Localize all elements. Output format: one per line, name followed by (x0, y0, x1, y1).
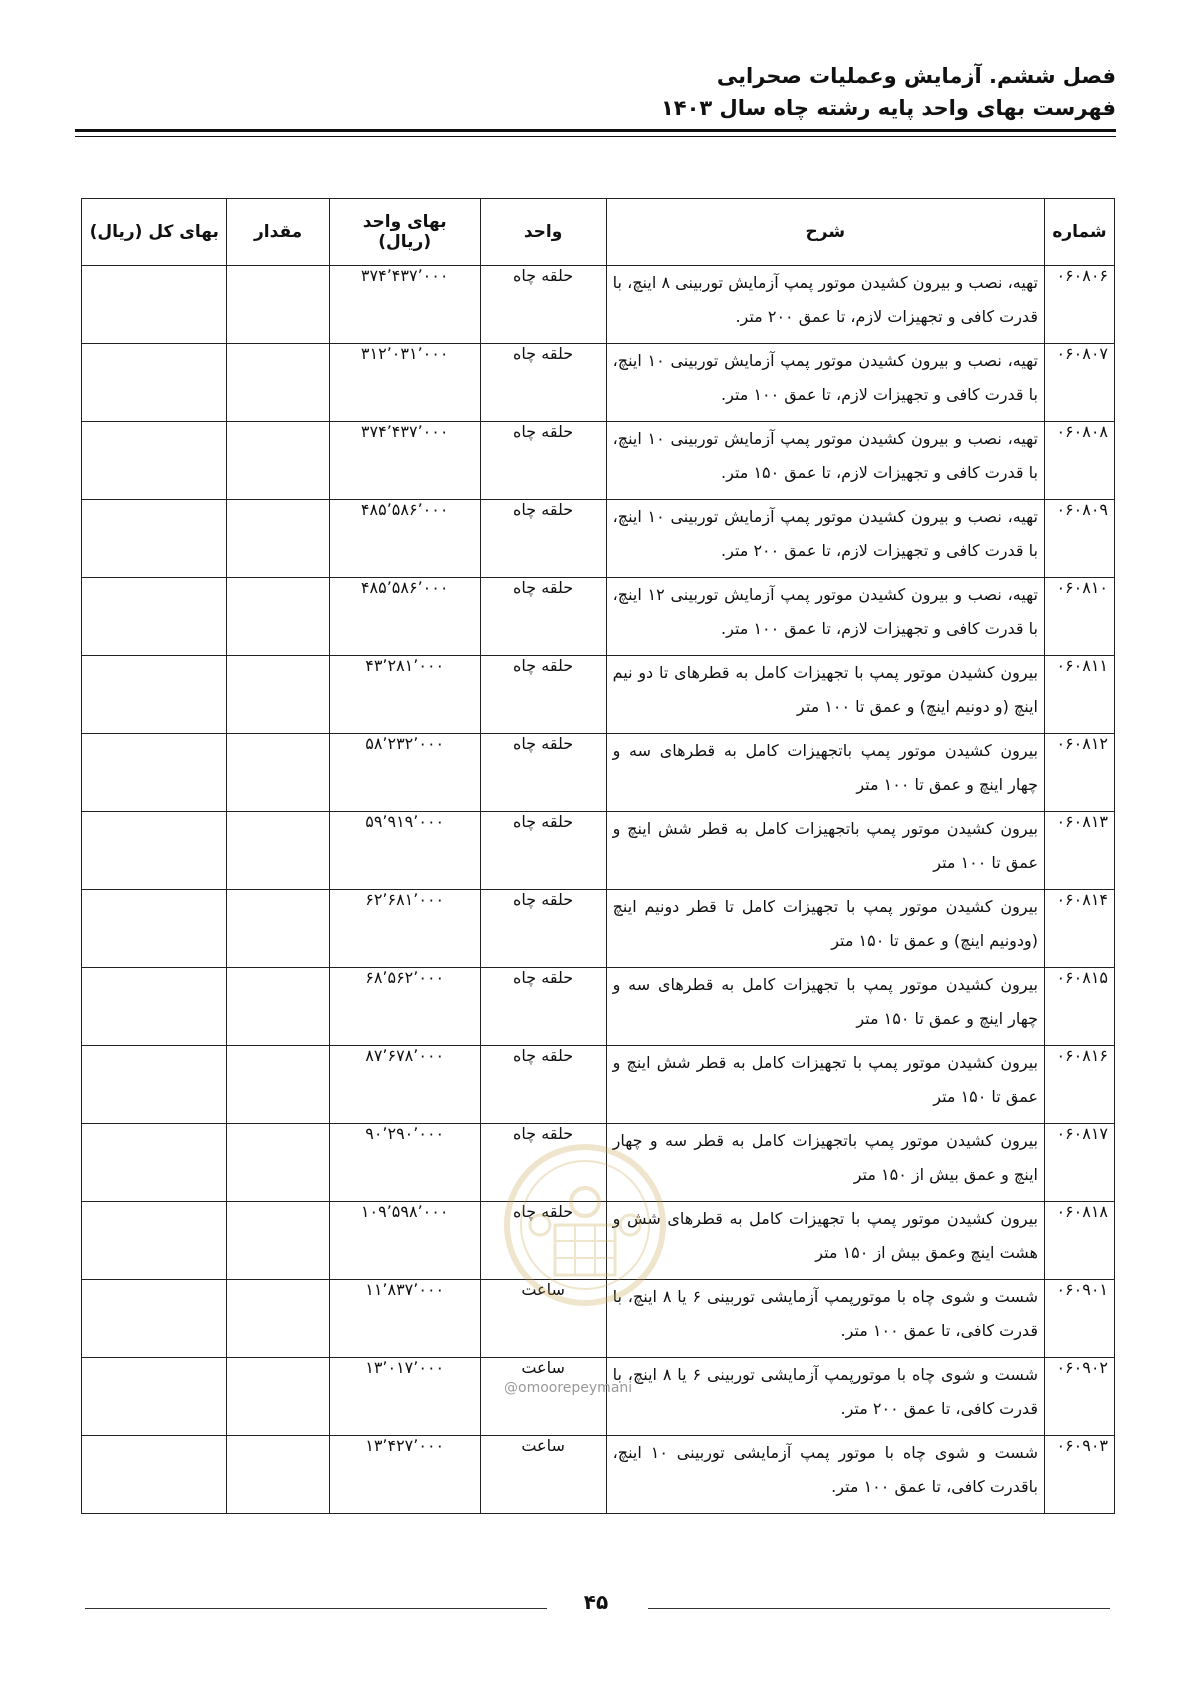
row-unit: حلقه چاه (480, 344, 606, 422)
row-code: ۰۶۰۸۱۰ (1044, 578, 1114, 656)
row-total (82, 968, 227, 1046)
row-code: ۰۶۰۸۱۲ (1044, 734, 1114, 812)
row-unit-price: ۱۰۹٬۵۹۸٬۰۰۰ (329, 1202, 480, 1280)
header-code: شماره (1044, 199, 1114, 266)
row-code: ۰۶۰۸۰۹ (1044, 500, 1114, 578)
row-unit: حلقه چاه (480, 422, 606, 500)
footer-rule-right (648, 1608, 1110, 1609)
row-total (82, 1124, 227, 1202)
row-total (82, 422, 227, 500)
row-unit: حلقه چاه (480, 1046, 606, 1124)
row-unit: حلقه چاه (480, 968, 606, 1046)
row-description: تهیه، نصب و بیرون کشیدن موتور پمپ آزمایش توربینی ۱۰ اینچ، با قدرت کافی و تجهیزات لازم، تا عمق ۱۰۰ متر. (606, 344, 1044, 422)
header-description: شرح (606, 199, 1044, 266)
row-code: ۰۶۰۹۰۲ (1044, 1358, 1114, 1436)
row-total (82, 656, 227, 734)
row-code: ۰۶۰۹۰۳ (1044, 1436, 1114, 1514)
row-quantity (227, 1280, 329, 1358)
row-code: ۰۶۰۸۰۶ (1044, 266, 1114, 344)
header-unit-price: بهای واحد (ریال) (329, 199, 480, 266)
row-unit-price: ۱۱٬۸۳۷٬۰۰۰ (329, 1280, 480, 1358)
header-divider-thick (75, 129, 1116, 132)
table-row (82, 812, 1115, 890)
row-unit: حلقه چاه (480, 578, 606, 656)
row-unit: ساعت (480, 1436, 606, 1514)
row-unit-price: ۹۰٬۲۹۰٬۰۰۰ (329, 1124, 480, 1202)
row-unit: حلقه چاه (480, 1202, 606, 1280)
row-quantity (227, 890, 329, 968)
row-unit: حلقه چاه (480, 1124, 606, 1202)
footer-rule-left (85, 1608, 547, 1609)
row-unit: ساعت (480, 1280, 606, 1358)
row-code: ۰۶۰۸۰۷ (1044, 344, 1114, 422)
row-unit: حلقه چاه (480, 734, 606, 812)
row-unit: حلقه چاه (480, 812, 606, 890)
row-unit: حلقه چاه (480, 890, 606, 968)
row-unit-price: ۴۸۵٬۵۸۶٬۰۰۰ (329, 500, 480, 578)
header-divider-thin (75, 136, 1116, 137)
row-total (82, 344, 227, 422)
row-quantity (227, 1124, 329, 1202)
table-row (82, 890, 1115, 968)
row-total (82, 578, 227, 656)
row-quantity (227, 1202, 329, 1280)
header-total: بهای کل (ریال) (82, 199, 227, 266)
row-quantity (227, 578, 329, 656)
row-quantity (227, 968, 329, 1046)
row-description: شست و شوی چاه با موتورپمپ آزمایشی توربینی ۶ یا ۸ اینچ، با قدرت کافی، تا عمق ۱۰۰ متر. (606, 1280, 1044, 1358)
table-row (82, 1436, 1115, 1514)
row-unit-price: ۳۱۲٬۰۳۱٬۰۰۰ (329, 344, 480, 422)
row-description: بیرون کشیدن موتور پمپ با تجهیزات کامل به قطرهای سه و چهار اینچ و عمق تا ۱۵۰ متر (606, 968, 1044, 1046)
row-description: بیرون کشیدن موتور پمپ با تجهیزات کامل تا قطر دونیم اینچ (ودونیم اینچ) و عمق تا ۱۵۰ متر (606, 890, 1044, 968)
row-quantity (227, 1436, 329, 1514)
row-unit: حلقه چاه (480, 500, 606, 578)
row-quantity (227, 734, 329, 812)
row-unit: حلقه چاه (480, 266, 606, 344)
row-description: شست و شوی چاه با موتورپمپ آزمایشی توربینی ۶ یا ۸ اینچ، با قدرت کافی، تا عمق ۲۰۰ متر. (606, 1358, 1044, 1436)
row-code: ۰۶۰۸۱۳ (1044, 812, 1114, 890)
row-code: ۰۶۰۸۱۶ (1044, 1046, 1114, 1124)
header-unit: واحد (480, 199, 606, 266)
row-unit-price: ۴۸۵٬۵۸۶٬۰۰۰ (329, 578, 480, 656)
row-unit-price: ۸۷٬۶۷۸٬۰۰۰ (329, 1046, 480, 1124)
table-row (82, 578, 1115, 656)
row-description: تهیه، نصب و بیرون کشیدن موتور پمپ آزمایش توربینی ۱۰ اینچ، با قدرت کافی و تجهیزات لازم، تا عمق ۲۰۰ متر. (606, 500, 1044, 578)
row-total (82, 1436, 227, 1514)
row-description: بیرون کشیدن موتور پمپ با تجهیزات کامل به قطر شش اینچ و عمق تا ۱۵۰ متر (606, 1046, 1044, 1124)
row-description: تهیه، نصب و بیرون کشیدن موتور پمپ آزمایش توربینی ۱۰ اینچ، با قدرت کافی و تجهیزات لازم، تا عمق ۱۵۰ متر. (606, 422, 1044, 500)
row-unit: ساعت (480, 1358, 606, 1436)
row-quantity (227, 812, 329, 890)
row-quantity (227, 656, 329, 734)
table-row (82, 968, 1115, 1046)
row-unit-price: ۴۳٬۲۸۱٬۰۰۰ (329, 656, 480, 734)
table-row (82, 1280, 1115, 1358)
document-subtitle: فهرست بهای واحد پایه رشته چاه سال ۱۴۰۳ (660, 96, 1116, 120)
row-description: بیرون کشیدن موتور پمپ با تجهیزات کامل به قطرهای تا دو نیم اینچ (و دونیم اینچ) و عمق تا ۱۰۰ متر (606, 656, 1044, 734)
table-row (82, 1046, 1115, 1124)
row-code: ۰۶۰۸۱۴ (1044, 890, 1114, 968)
table-row (82, 500, 1115, 578)
row-unit-price: ۵۸٬۲۳۲٬۰۰۰ (329, 734, 480, 812)
row-description: تهیه، نصب و بیرون کشیدن موتور پمپ آزمایش توربینی ۱۲ اینچ، با قدرت کافی و تجهیزات لازم، تا عمق ۱۰۰ متر. (606, 578, 1044, 656)
row-unit-price: ۶۲٬۶۸۱٬۰۰۰ (329, 890, 480, 968)
table-row (82, 344, 1115, 422)
table-body (82, 266, 1115, 1514)
table-row (82, 422, 1115, 500)
row-total (82, 812, 227, 890)
row-total (82, 890, 227, 968)
row-description: بیرون کشیدن موتور پمپ باتجهیزات کامل به قطرهای سه و چهار اینچ و عمق تا ۱۰۰ متر (606, 734, 1044, 812)
table-row (82, 734, 1115, 812)
row-description: بیرون کشیدن موتور پمپ باتجهیزات کامل به قطر شش اینچ و عمق تا ۱۰۰ متر (606, 812, 1044, 890)
row-quantity (227, 422, 329, 500)
table-row (82, 1358, 1115, 1436)
row-total (82, 1280, 227, 1358)
row-unit-price: ۵۹٬۹۱۹٬۰۰۰ (329, 812, 480, 890)
page-header (75, 60, 1116, 124)
row-unit-price: ۱۳٬۴۲۷٬۰۰۰ (329, 1436, 480, 1514)
watermark-text: @omoorepeymani (504, 1380, 633, 1396)
row-description: تهیه، نصب و بیرون کشیدن موتور پمپ آزمایش توربینی ۸ اینچ، با قدرت کافی و تجهیزات لازم، تا عمق ۲۰۰ متر. (606, 266, 1044, 344)
row-code: ۰۶۰۸۱۵ (1044, 968, 1114, 1046)
header-quantity: مقدار (227, 199, 329, 266)
row-unit-price: ۳۷۴٬۴۳۷٬۰۰۰ (329, 266, 480, 344)
row-unit: حلقه چاه (480, 656, 606, 734)
row-code: ۰۶۰۸۰۸ (1044, 422, 1114, 500)
price-list-table (81, 198, 1115, 1514)
row-description: شست و شوی چاه با موتور پمپ آزمایشی توربینی ۱۰ اینچ، باقدرت کافی، تا عمق ۱۰۰ متر. (606, 1436, 1044, 1514)
row-total (82, 1202, 227, 1280)
row-unit-price: ۳۷۴٬۴۳۷٬۰۰۰ (329, 422, 480, 500)
row-total (82, 266, 227, 344)
row-quantity (227, 1358, 329, 1436)
row-code: ۰۶۰۸۱۷ (1044, 1124, 1114, 1202)
page-number: ۴۵ (583, 1590, 609, 1614)
table-row (82, 656, 1115, 734)
table-row (82, 1124, 1115, 1202)
row-code: ۰۶۰۹۰۱ (1044, 1280, 1114, 1358)
row-description: بیرون کشیدن موتور پمپ باتجهیزات کامل به قطر سه و چهار اینچ و عمق بیش از ۱۵۰ متر (606, 1124, 1044, 1202)
table-row (82, 1202, 1115, 1280)
row-total (82, 500, 227, 578)
row-description: بیرون کشیدن موتور پمپ با تجهیزات کامل به قطرهای شش و هشت اینچ وعمق بیش از ۱۵۰ متر (606, 1202, 1044, 1280)
chapter-title: فصل ششم. آزمایش وعملیات صحرایی (716, 64, 1116, 88)
row-quantity (227, 266, 329, 344)
row-quantity (227, 1046, 329, 1124)
row-quantity (227, 344, 329, 422)
row-total (82, 1046, 227, 1124)
table-header-row (82, 199, 1115, 266)
row-unit-price: ۶۸٬۵۶۲٬۰۰۰ (329, 968, 480, 1046)
table-row (82, 266, 1115, 344)
row-total (82, 734, 227, 812)
row-code: ۰۶۰۸۱۱ (1044, 656, 1114, 734)
row-total (82, 1358, 227, 1436)
row-unit-price: ۱۳٬۰۱۷٬۰۰۰ (329, 1358, 480, 1436)
row-code: ۰۶۰۸۱۸ (1044, 1202, 1114, 1280)
row-quantity (227, 500, 329, 578)
